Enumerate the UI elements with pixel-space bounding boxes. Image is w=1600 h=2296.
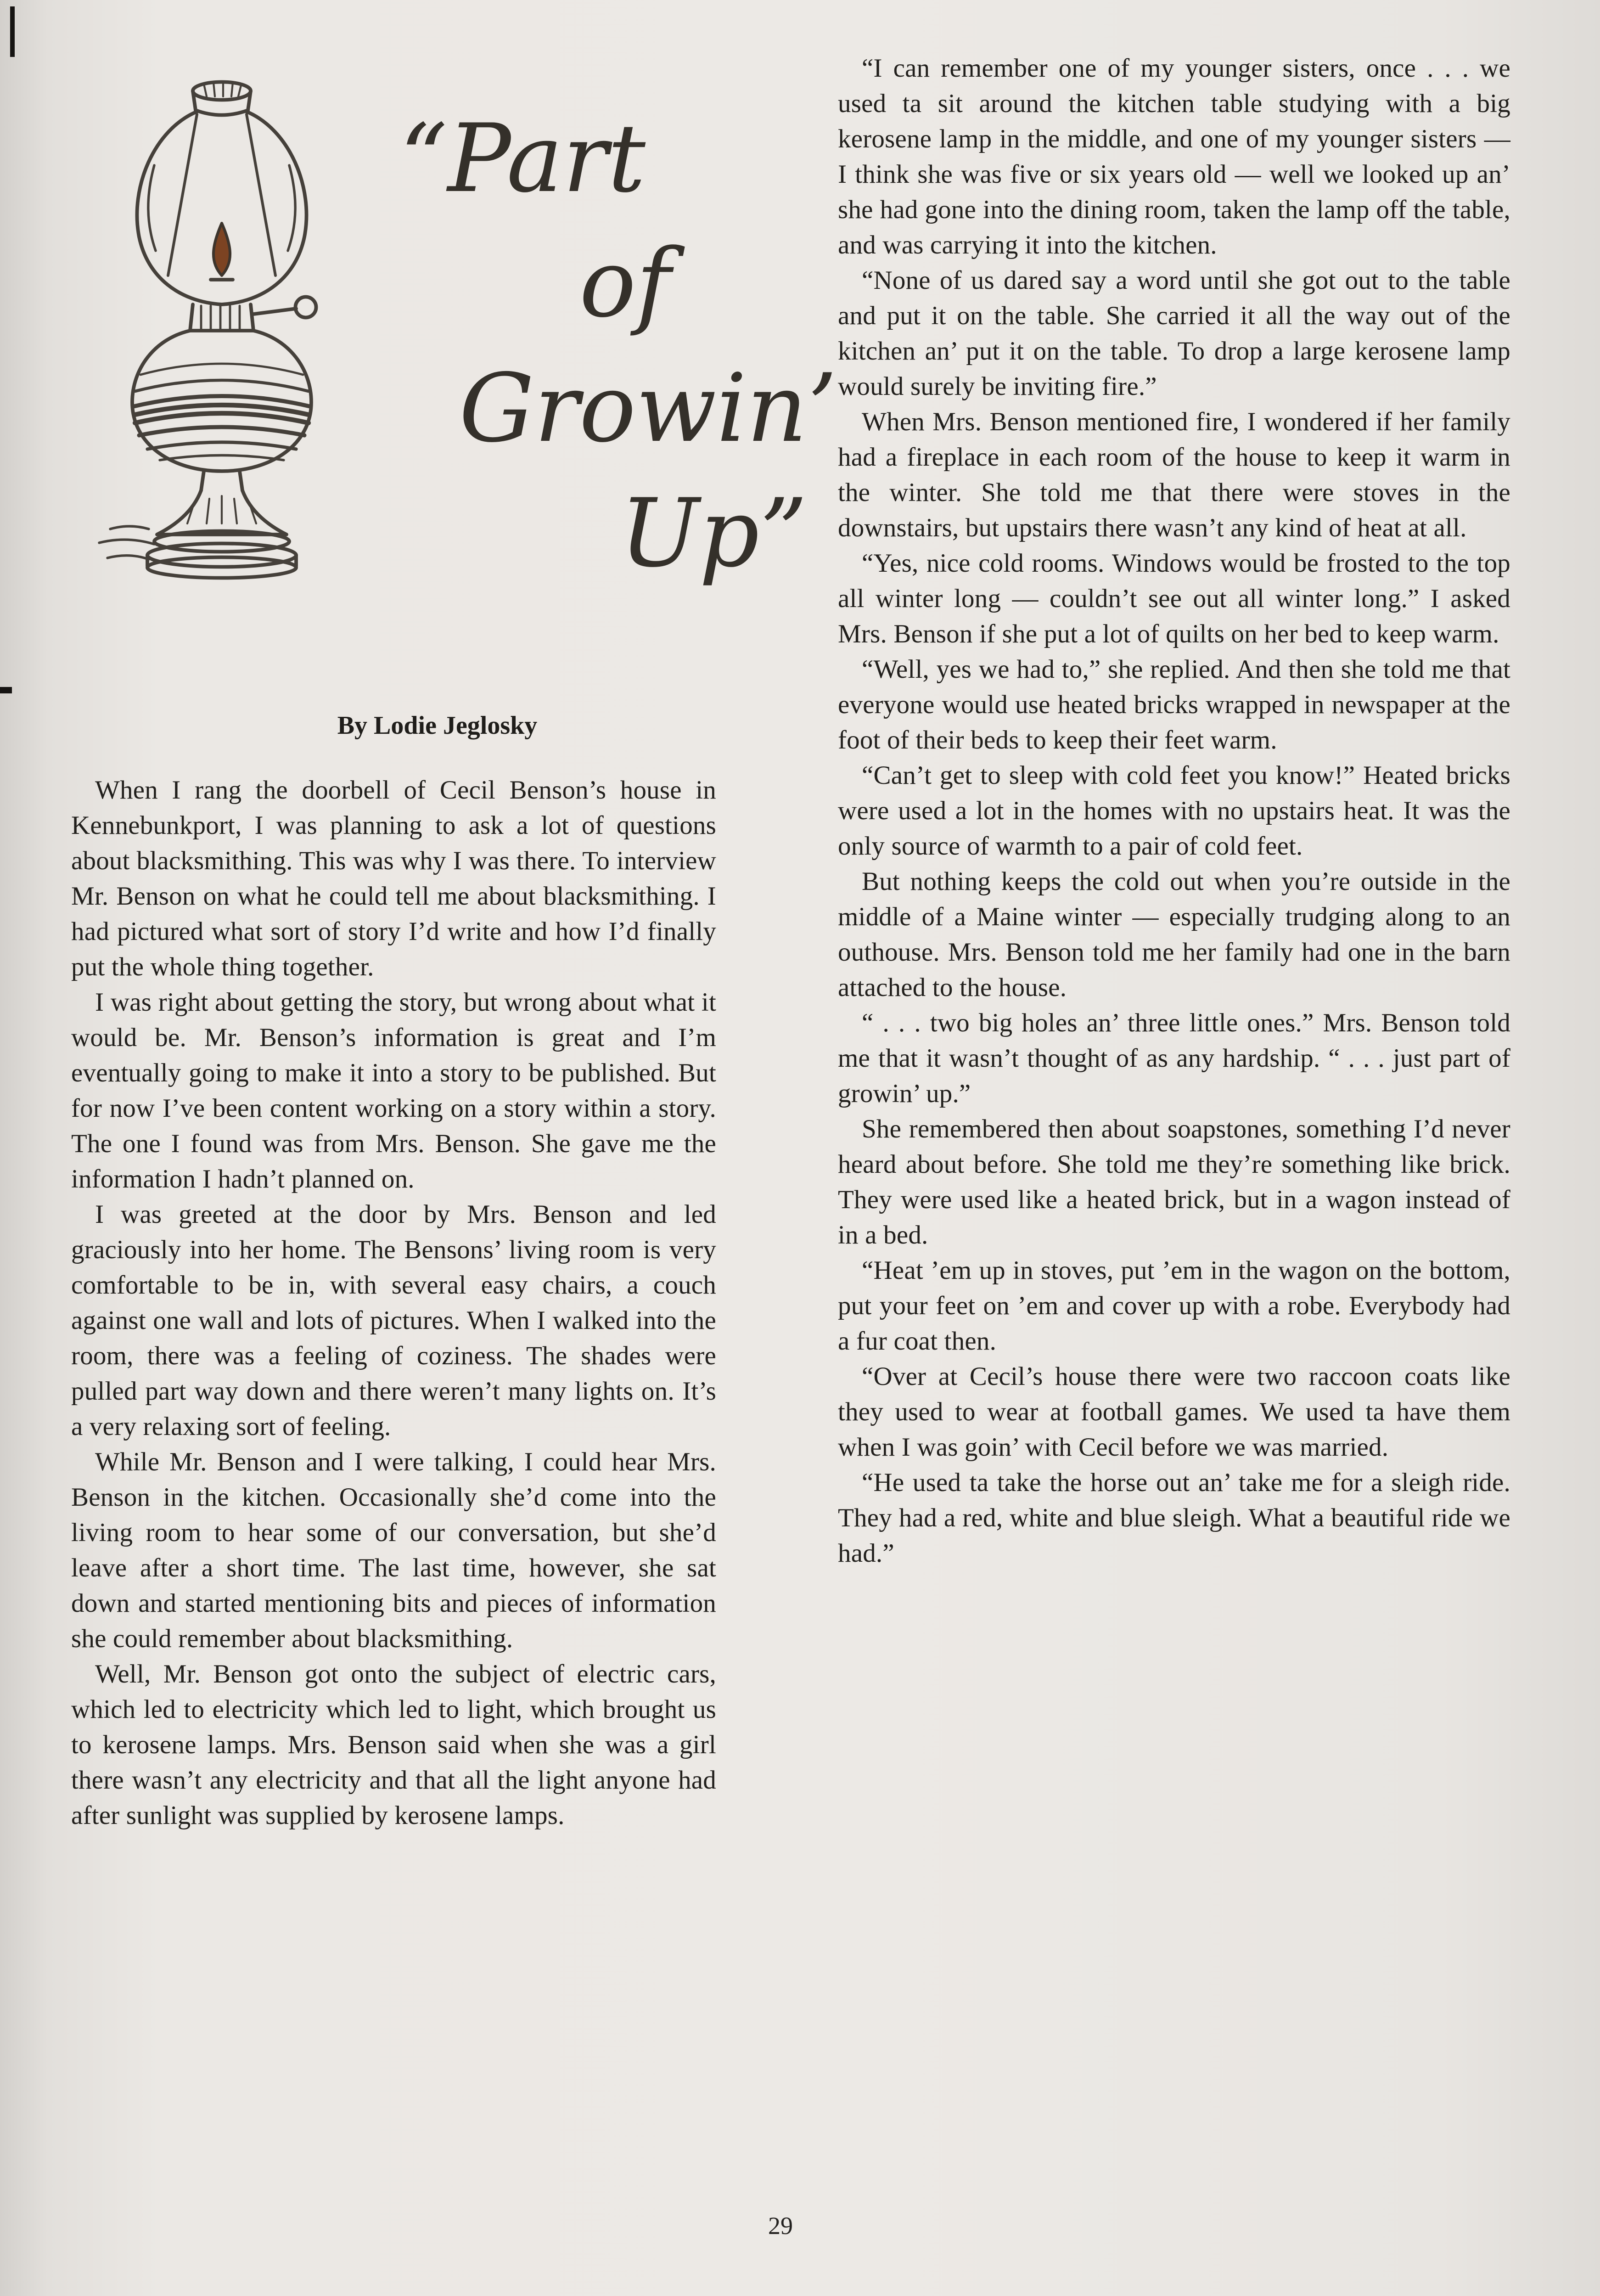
title-line: “Part bbox=[399, 104, 646, 214]
article-paragraph: When I rang the doorbell of Cecil Benson’s house in Kennebunkport, I was planning to ask a lot of questions about blacksmithing. This was why I was there. To interview Mr. Benson on what he could tell me about blacksmithing. I had pictured what sort of story I’d write and how I’d finally put the whole thing together. bbox=[71, 776, 716, 981]
title-line: Up” bbox=[620, 479, 808, 588]
title-line: of bbox=[579, 229, 671, 338]
article-paragraph: “Well, yes we had to,” she replied. And then she told me that everyone would use heated bricks wrapped in newspaper at the foot of their beds to keep their feet warm. bbox=[838, 655, 1510, 754]
article-paragraph: “He used ta take the horse out an’ take me for a sleigh ride. They had a red, white and blue sleigh. What a beautiful ride we had.” bbox=[838, 1468, 1510, 1568]
article-paragraph: Well, Mr. Benson got onto the subject of electric cars, which led to electricity which led to light, which brought us to kerosene lamps. Mrs. Benson said when she was a girl there wasn’t any electricity and that all the light anyone had after sunlight was supplied by kerosene lamps. bbox=[71, 1660, 716, 1830]
article-paragraph: But nothing keeps the cold out when you’re outside in the middle of a Maine winter — especially trudging along to an outhouse. Mrs. Benson told me her family had one in the barn attached to the house. bbox=[838, 867, 1510, 1002]
article-paragraph: “Yes, nice cold rooms. Windows would be frosted to the top all winter long — couldn’t see out all winter long.” I asked Mrs. Benson if she put a lot of quilts on her bed to keep warm. bbox=[838, 549, 1510, 648]
kerosene-lamp-illustration bbox=[83, 69, 358, 620]
scan-artifact bbox=[0, 687, 12, 693]
article-paragraph: “None of us dared say a word until she got out to the table and put it on the table. She carried it all the way out of the kitchen an’ put it on the table. To drop a large kerosene lamp would surely be inviting fire.” bbox=[838, 266, 1510, 401]
article-header bbox=[71, 51, 837, 707]
article-paragraph: “Over at Cecil’s house there were two raccoon coats like they used to wear at football games. We used ta have them when I was goin’ with Cecil before we was married. bbox=[838, 1362, 1510, 1462]
title-line: Growin’ bbox=[459, 354, 837, 463]
right-column bbox=[838, 51, 1510, 1833]
article-paragraph: “Can’t get to sleep with cold feet you know!” Heated bricks were used a lot in the homes with no upstairs heat. It was the only source of warmth to a pair of cold feet. bbox=[838, 761, 1510, 861]
article-paragraph: I was greeted at the door by Mrs. Benson and led graciously into her home. The Bensons’ living room is very comfortable to be in, with several easy chairs, a couch against one wall and lots of pictures. When I walked into the room, there was a feeling of coziness. The shades were pulled part way down and there weren’t many lights on. It’s a very relaxing sort of feeling. bbox=[71, 1200, 716, 1441]
article-paragraph: “ . . . two big holes an’ three little ones.” Mrs. Benson told me that it wasn’t thought of as any hardship. “ . . . just part of growin’ up.” bbox=[838, 1008, 1510, 1108]
left-column bbox=[71, 51, 837, 1833]
article-paragraph: While Mr. Benson and I were talking, I could hear Mrs. Benson in the kitchen. Occasionally she’d come into the living room to hear some of our conversation, but she’d leave after a short time. The last time, however, she sat down and started mentioning bits and pieces of information she could remember about blacksmithing. bbox=[71, 1447, 716, 1653]
article-paragraph: “Heat ’em up in stoves, put ’em in the wagon on the bottom, put your feet on ’em and cover up with a robe. Everybody had a fur coat then. bbox=[838, 1256, 1510, 1356]
page-number: 29 bbox=[768, 2212, 793, 2240]
article-paragraph: “I can remember one of my younger sisters, once . . . we used ta sit around the kitchen table studying with a big kerosene lamp in the middle, and one of my younger sisters — I think she was five or six years old — well we looked up an’ she had gone into the dining room, taken the lamp off the table, and was carrying it into the kitchen. bbox=[838, 54, 1510, 259]
article-title bbox=[399, 96, 837, 596]
article-byline: By Lodie Jeglosky bbox=[337, 711, 538, 740]
scan-artifact bbox=[10, 6, 15, 57]
article-paragraph: I was right about getting the story, but wrong about what it would be. Mr. Benson’s information is great and I’m eventually going to make it into a story to be published. But for now I’ve been content working on a story within a story. The one I found was from Mrs. Benson. She gave me the information I hadn’t planned on. bbox=[71, 988, 716, 1193]
article-paragraph: When Mrs. Benson mentioned fire, I wondered if her family had a fireplace in each room of the house to keep it warm in the winter. She told me that there were stoves in the downstairs, but upstairs there wasn’t any kind of heat at all. bbox=[838, 407, 1510, 542]
article-paragraph: She remembered then about soapstones, something I’d never heard about before. She told me they’re something like brick. They were used like a heated brick, but in a wagon instead of in a bed. bbox=[838, 1114, 1510, 1249]
